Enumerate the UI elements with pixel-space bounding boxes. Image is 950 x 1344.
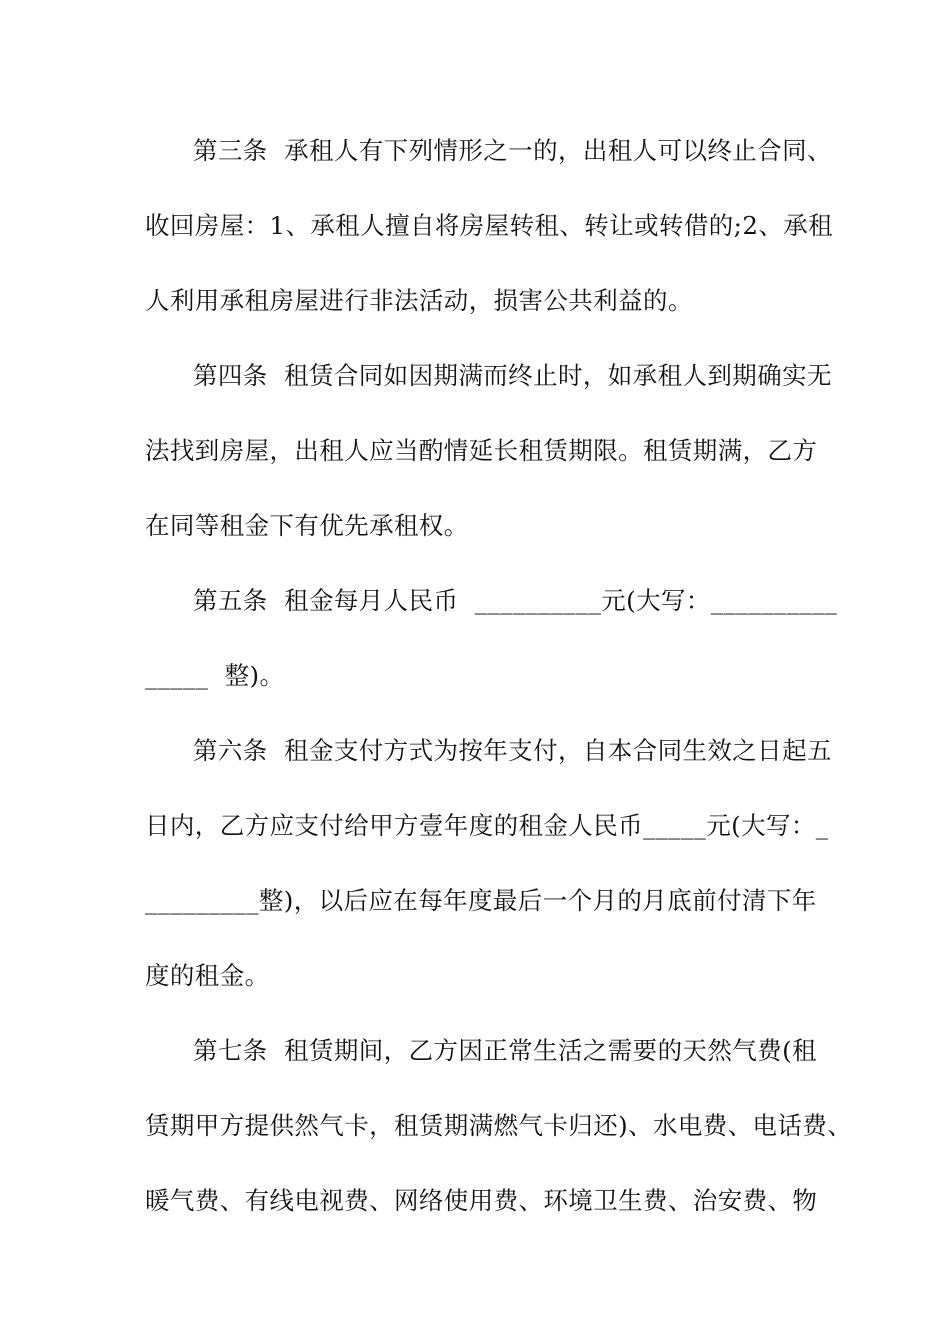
- clause-6-line-1: 第六条 租金支付方式为按年支付，自本合同生效之日起五: [193, 736, 832, 765]
- clause-6-line-3: _________整)，以后应在每年度最后一个月的月底前付清下年: [145, 886, 817, 915]
- clause-7-line-1: 第七条 租赁期间，乙方因正常生活之需要的天然气费(租: [193, 1036, 817, 1065]
- clause-5-line-2: _____ 整)。: [145, 661, 285, 690]
- clause-7-line-2: 赁期甲方提供然气卡，租赁期满燃气卡归还)、水电费、电话费、: [145, 1111, 853, 1140]
- clause-7-line-3: 暖气费、有线电视费、网络使用费、环境卫生费、治安费、物: [145, 1186, 818, 1215]
- clause-6-line-4: 度的租金。: [145, 961, 270, 990]
- clause-4-line-3: 在同等租金下有优先承租权。: [145, 511, 469, 540]
- clause-5-line-1: 第五条 租金每月人民币 __________元(大写：__________: [193, 586, 838, 615]
- clause-3-line-3: 人利用承租房屋进行非法活动，损害公共利益的。: [145, 286, 693, 315]
- clause-6-line-2: 日内，乙方应支付给甲方壹年度的租金人民币_____元(大写：_: [145, 811, 829, 840]
- clause-4-line-1: 第四条 租赁合同如因期满而终止时，如承租人到期确实无: [193, 361, 832, 390]
- clause-4-line-2: 法找到房屋，出租人应当酌情延长租赁期限。租赁期满，乙方: [145, 436, 818, 465]
- clause-3-line-2: 收回房屋：1、承租人擅自将房屋转租、转让或转借的;2、承租: [145, 211, 834, 240]
- clause-3-line-1: 第三条 承租人有下列情形之一的，出租人可以终止合同、: [193, 136, 832, 165]
